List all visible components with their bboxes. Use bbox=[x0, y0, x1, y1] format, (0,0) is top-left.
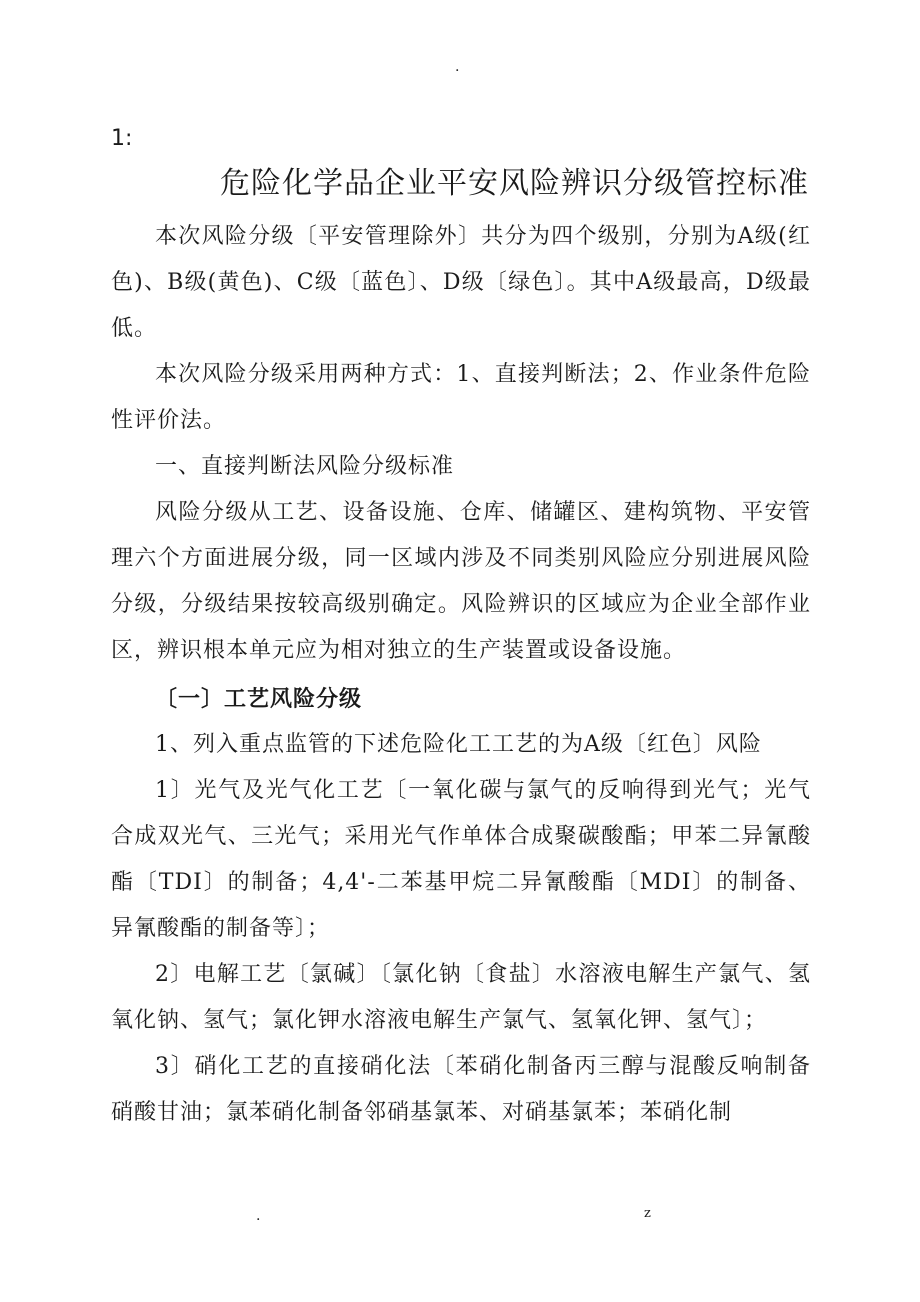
list-item-1-2: 2〕电解工艺〔氯碱〕〔氯化钠〔食盐〕水溶液电解生产氯气、氢氧化钠、氢气；氯化钾水溶液电解生产氯气、氢氧化钾、氢气〕； bbox=[111, 962, 811, 1033]
footer-left-mark: . bbox=[256, 1208, 261, 1224]
footer-right-mark: z bbox=[644, 1206, 651, 1221]
paragraph-scope: 风险分级从工艺、设备设施、仓库、储罐区、建构筑物、平安管理六个方面进展分级，同一区域内涉及不同类别风险应分别进展风险分级，分级结果按较高级别确定。风险辨识的区域应为企业全部作业区，辨识根本单元应为相对独立的生产装置或设备设施。 bbox=[111, 500, 811, 663]
header-mark: . bbox=[455, 59, 460, 75]
list-item-1: 1、列入重点监管的下述危险化工工艺的为A级〔红色〕风险 bbox=[155, 732, 762, 757]
section-heading: 一、直接判断法风险分级标准 bbox=[155, 454, 455, 479]
document-body bbox=[111, 124, 811, 1136]
document-prefix: 1: bbox=[111, 126, 133, 151]
paragraph-methods: 本次风险分级采用两种方式：1、直接判断法；2、作业条件危险性评价法。 bbox=[111, 362, 811, 433]
list-item-1-1: 1〕光气及光气化工艺〔一氧化碳与氯气的反响得到光气；光气合成双光气、三光气；采用光气作单体合成聚碳酸酯；甲苯二异氰酸酯〔TDI〕的制备；4,4'-二苯基甲烷二异氰酸酯〔MDI〕的制备、异氰酸酯的制备等〕； bbox=[111, 778, 811, 941]
subsection-heading: 〔一〕工艺风险分级 bbox=[155, 686, 363, 712]
document-title: 危险化学品企业平安风险辨识分级管控标准 bbox=[220, 166, 809, 201]
list-item-1-3: 3〕硝化工艺的直接硝化法〔苯硝化制备丙三醇与混酸反响制备硝酸甘油；氯苯硝化制备邻硝基氯苯、对硝基氯苯；苯硝化制 bbox=[111, 1054, 811, 1125]
paragraph-intro: 本次风险分级〔平安管理除外〕共分为四个级别，分别为A级(红色)、B级(黄色)、C级〔蓝色〕、D级〔绿色〕。其中A级最高，D级最低。 bbox=[111, 224, 811, 341]
